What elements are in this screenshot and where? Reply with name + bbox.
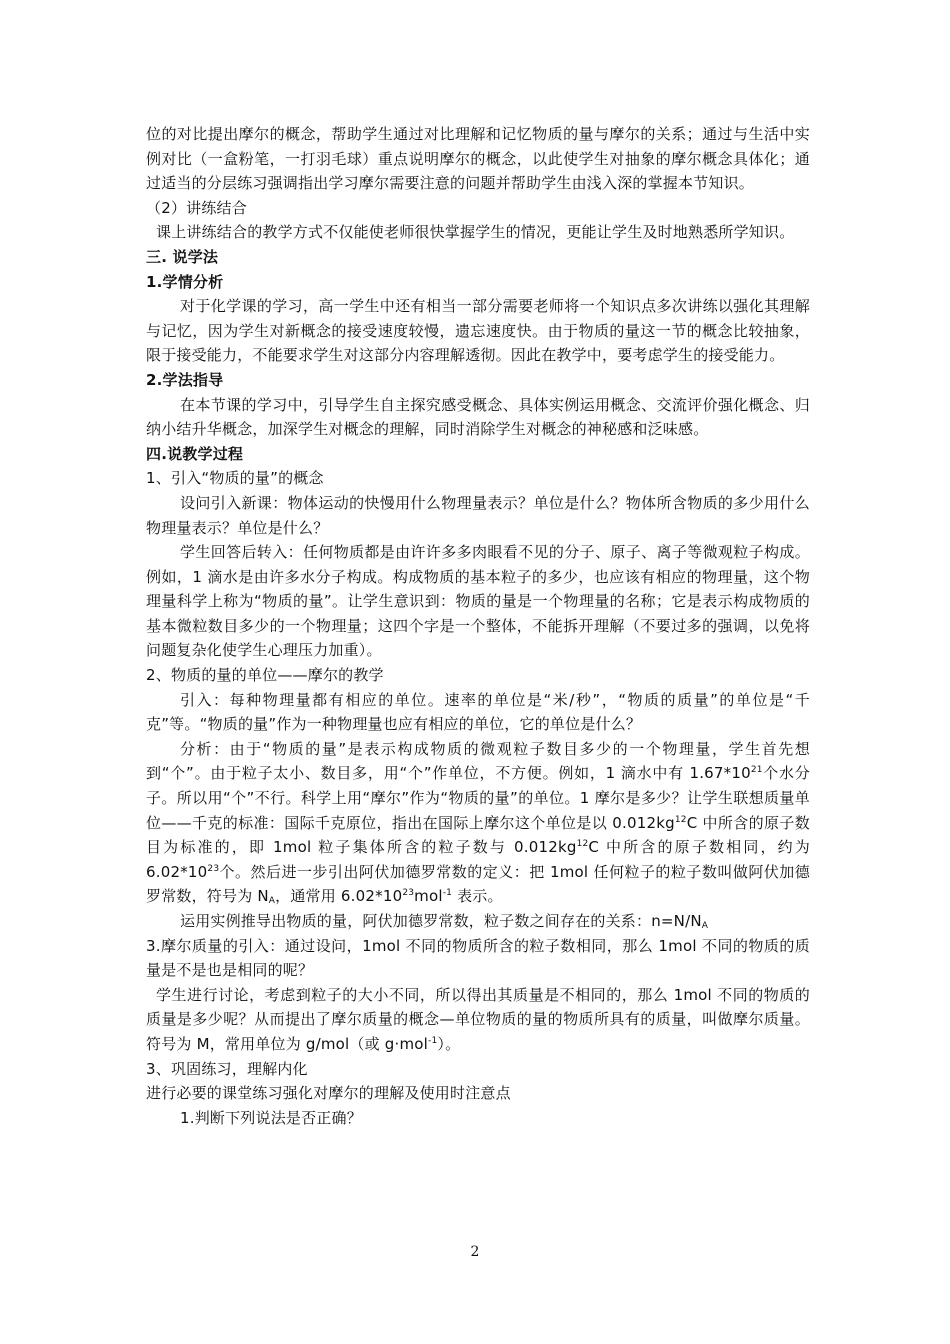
paragraph-exercise-1: 1.判断下列说法是否正确？: [180, 1108, 362, 1127]
paragraph-molar-mass: 学生进行讨论，考虑到粒子的大小不同，所以得出其质量是不相同的，那么 1mol 不同的物质的质量是多少呢？从而提出了摩尔质量的概念—单位物质的量的物质所具有的质量，叫做摩尔质量。符号为 M，常用单位为 g/mol（或 g·mol$^{-1}$）。: [146, 985, 810, 1053]
paragraph-learning-guidance: 在本节课的学习中，引导学生自主探究感受概念、具体实例运用概念、交流评价强化概念、归纳小结升华概念，加深学生对概念的理解，同时消除学生对概念的神秘感和泛味感。: [146, 395, 810, 439]
page-number: 2: [470, 1244, 480, 1260]
paragraph-student-answer: 学生回答后转入：任何物质都是由许许多多肉眼看不见的分子、原子、离子等微观粒子构成。例如，1 滴水是由许多水分子构成。构成物质的基本粒子的多少，也应该有相应的物理量，这个物理量科学上称为“物质的量”。让学生意识到：物质的量是一个物理量的名称；它是表示构成物质的基本微粒数目多少的一个物理量；这四个字是一个整体，不能拆开理解（不要过多的强调，以免将问题复杂化使学生心理压力加重）。: [146, 543, 810, 660]
paragraph-analysis: 分析：由于“物质的量”是表示构成物质的微观粒子数目多少的一个物理量，学生首先想到“个”。由于粒子太小、数目多，用“个”作单位，不方便。例如，1 滴水中有 $1.67*10^{21}$个水分子。所以用“个”不行。科学上用“摩尔”作为“物质的量”的单位。1 摩尔是多少？让学生联想质量单位——千克的标准：国际千克原位，指出在国际上摩尔这个单位是以 $0.012kg^{12}C$ 中所含的原子数目为标准的，即 1mol 粒子集体所含的粒子数与 $0.012kg^{12}C$ 中所含的原子数相同，约为 $6.02*10^{23}$个。然后进一步引出阿伏加德罗常数的定义：把 1mol 任何粒子的粒子数叫做阿伏加德罗常数，符号为 $N_A$，通常用 $6.02*10^{23}mol^{-1}$ 表示。: [146, 739, 811, 907]
subheading-practice: （2）讲练结合: [146, 198, 247, 217]
paragraph-unit-intro: 引入：每种物理量都有相应的单位。速率的单位是“米/秒”，“物质的质量”的单位是“千克”等。“物质的量”作为一种物理量也应有相应的单位，它的单位是什么？: [146, 690, 810, 734]
paragraph-practice: 课上讲练结合的教学方式不仅能使老师很快掌握学生的情况，更能让学生及时地熟悉所学知识。: [156, 223, 795, 242]
paragraph-method-comparison: 位的对比提出摩尔的概念，帮助学生通过对比理解和记忆物质的量与摩尔的关系；通过与生活中实例对比（一盒粉笔，一打羽毛球）重点说明摩尔的概念，以此使学生对抽象的摩尔概念具体化；通过适当的分层练习强调指出学习摩尔需要注意的问题并帮助学生由浅入深的掌握本节知识。: [146, 125, 810, 193]
paragraph-student-analysis: 对于化学课的学习，高一学生中还有相当一部分需要老师将一个知识点多次讲练以强化其理解与记忆，因为学生对新概念的接受速度较慢，遗忘速度快。由于物质的量这一节的概念比较抽象，限于接受能力，不能要求学生对这部分内容理解透彻。因此在教学中，要考虑学生的接受能力。: [146, 297, 810, 365]
section-practice: 3、巩固练习，理解内化: [146, 1059, 308, 1078]
paragraph-molar-mass-intro: 3.摩尔质量的引入：通过设问，1mol 不同的物质所含的粒子数相同，那么 1mol 不同的物质的质量是不是也是相同的呢？: [146, 936, 810, 980]
section-introduce-concept: 1、引入“物质的量”的概念: [146, 469, 324, 488]
paragraph-relation: 运用实例推导出物质的量，阿伏加德罗常数，粒子数之间存在的关系：$n=N/N_A$: [180, 912, 709, 931]
paragraph-question-intro: 设问引入新课：物体运动的快慢用什么物理量表示？单位是什么？物体所含物质的多少用什么物理量表示？单位是什么？: [146, 493, 810, 537]
heading-teaching-process: 四.说教学过程: [146, 444, 244, 463]
heading-student-analysis: 1.学情分析: [146, 272, 224, 291]
section-mole-unit: 2、物质的量的单位——摩尔的教学: [146, 666, 384, 685]
document-body: [146, 122, 810, 1130]
heading-learning-guidance: 2.学法指导: [146, 370, 224, 389]
heading-learning-method: 三. 说学法: [146, 247, 219, 266]
paragraph-practice-note: 进行必要的课堂练习强化对摩尔的理解及使用时注意点: [146, 1084, 511, 1103]
